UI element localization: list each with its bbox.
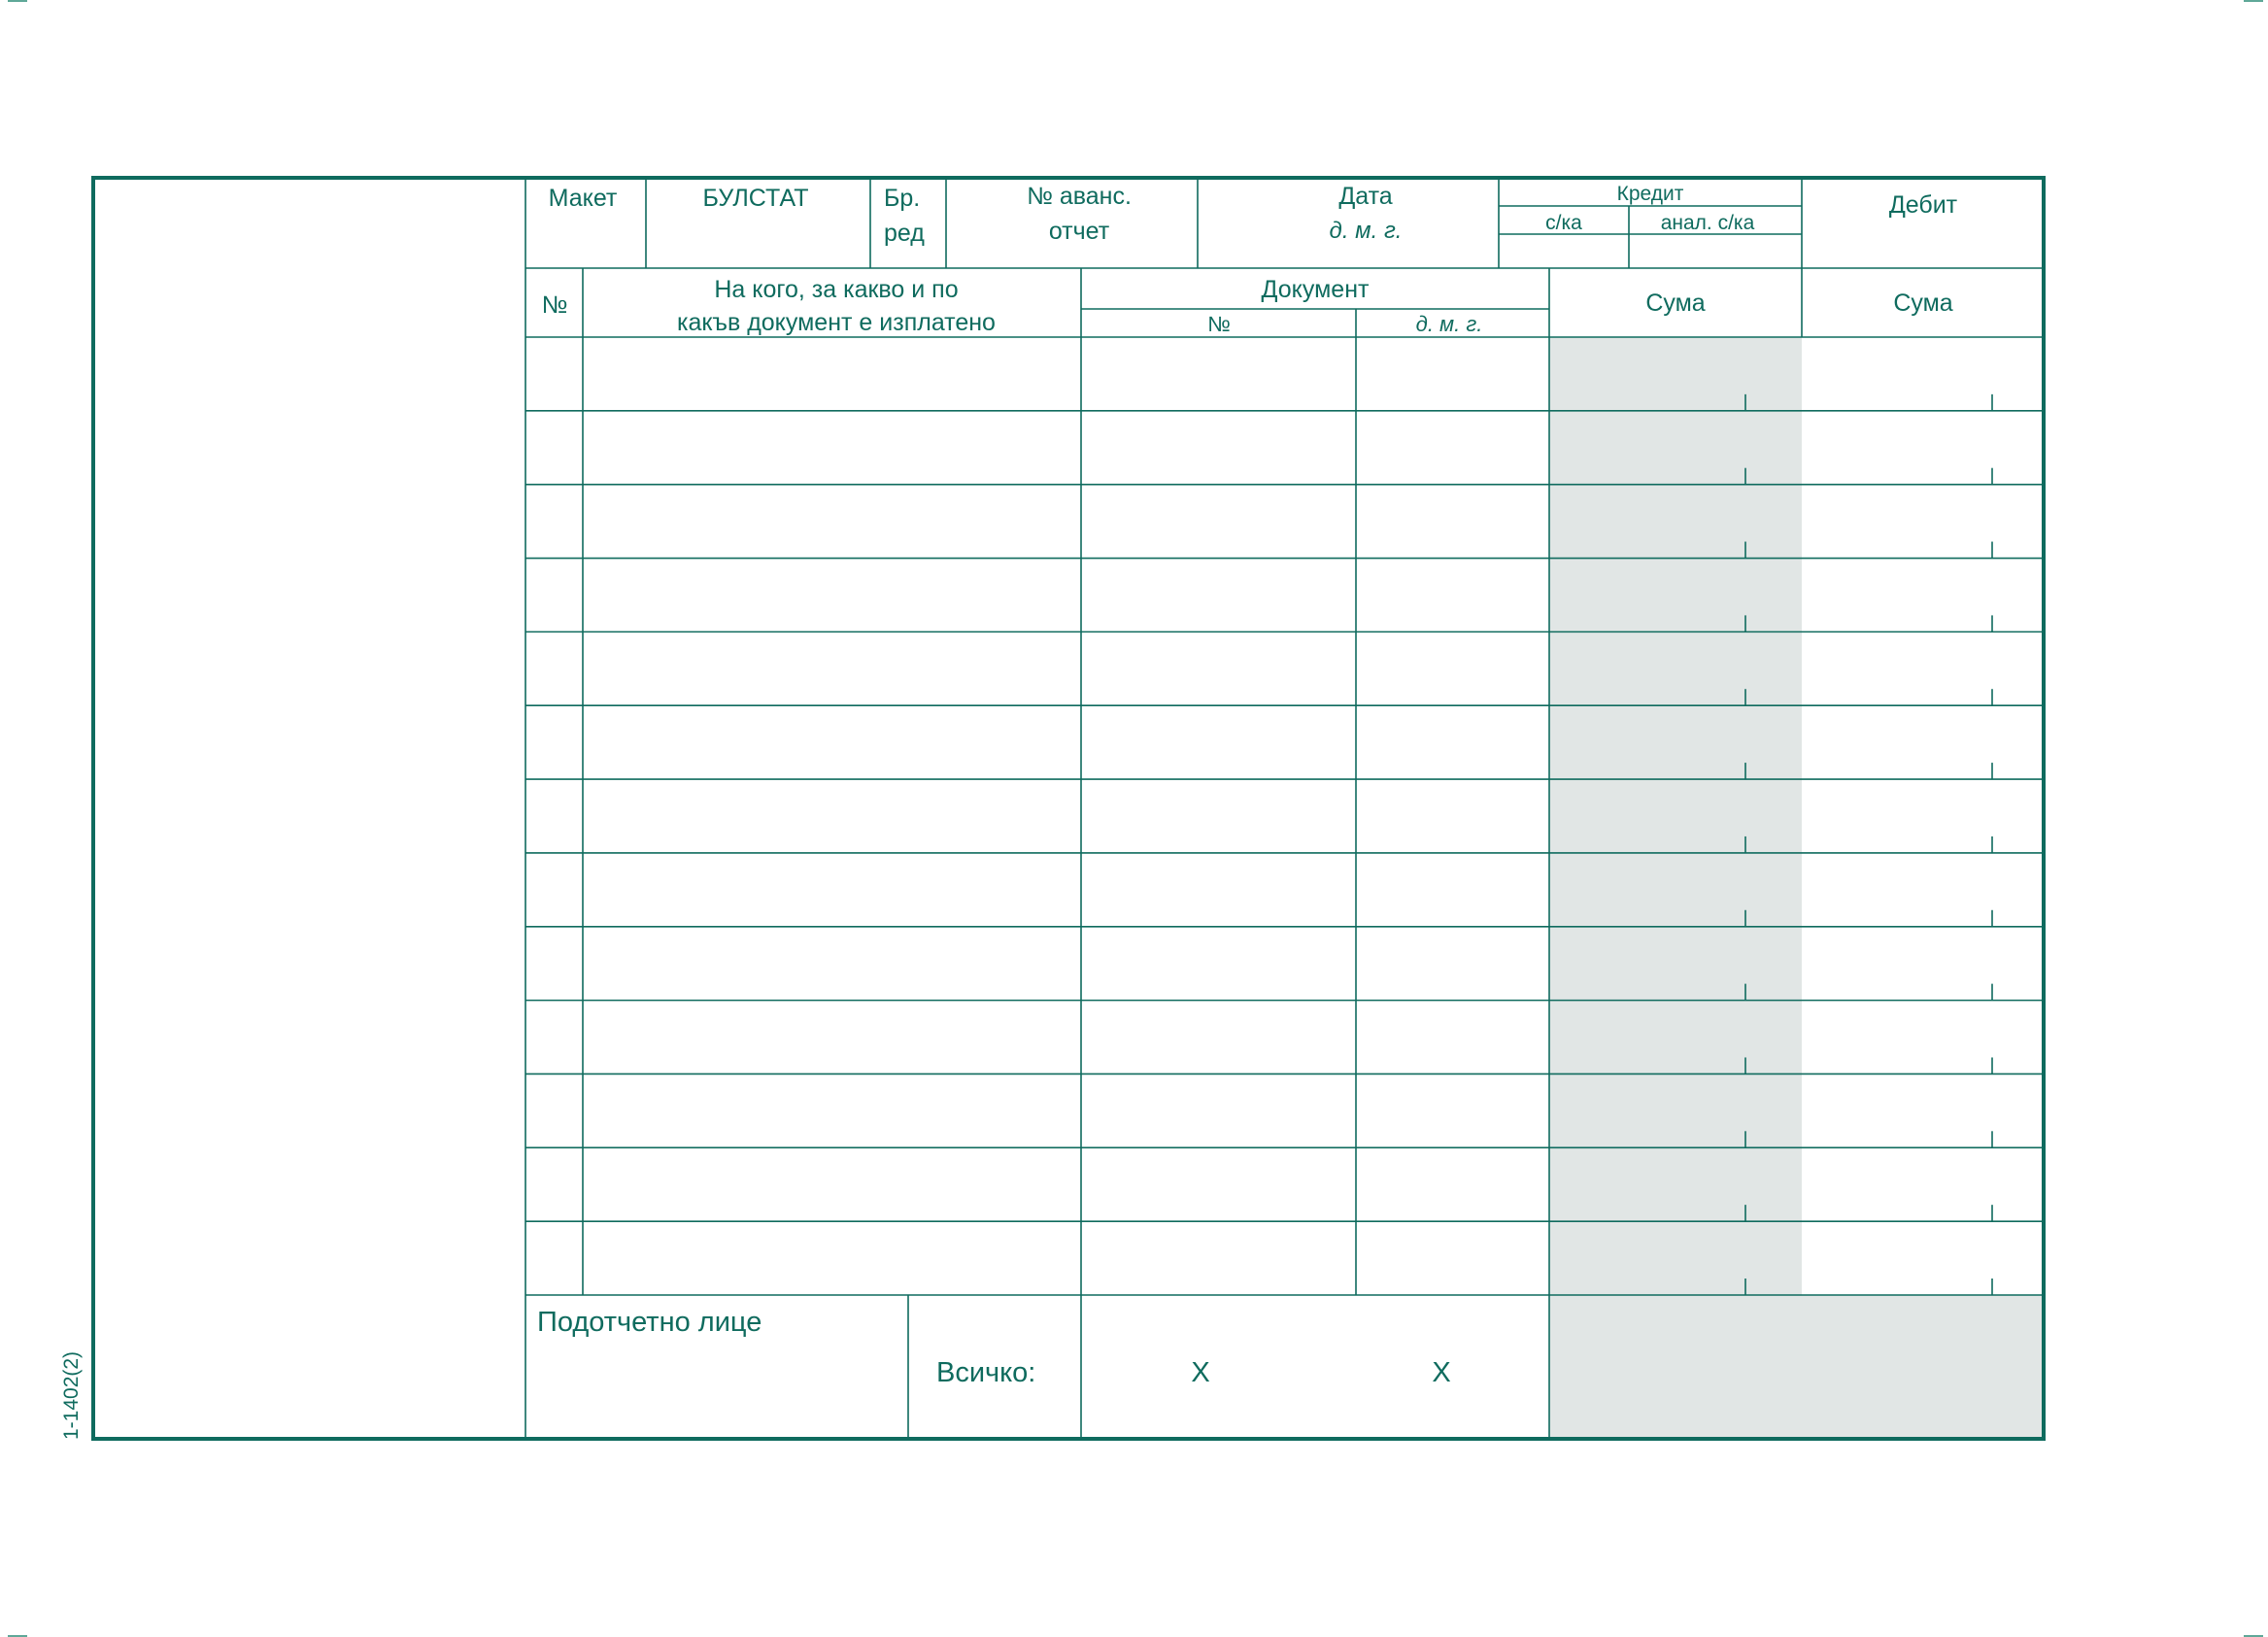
maket-label: Макет	[548, 185, 618, 212]
kredit-sum-shade	[1549, 337, 1802, 1295]
kredit-ska-label: с/ка	[1545, 212, 1582, 234]
avans-label-1: № аванс.	[1027, 183, 1132, 210]
data-label: Дата	[1338, 183, 1393, 210]
debit-label: Дебит	[1888, 191, 1958, 219]
podotchetno-label: Подотчетно лице	[537, 1307, 762, 1338]
col-doc-date-label: д. м. г.	[1415, 312, 1483, 336]
col-kredit-sum-label: Сума	[1645, 290, 1706, 317]
kredit-anal-label: анал. с/ка	[1660, 212, 1755, 234]
table-grid	[525, 178, 2044, 1439]
total-x-mark-2: X	[1432, 1357, 1451, 1388]
form-code: 1-1402(2)	[60, 1350, 83, 1440]
col-description-label-1: На кого, за какво и по	[714, 276, 959, 303]
row-lines	[525, 411, 2044, 1221]
col-description-label-2: какъв документ е изплатено	[677, 309, 996, 336]
vsichko-label: Всичко:	[936, 1357, 1036, 1388]
br-red-label-1: Бр.	[884, 185, 921, 212]
total-shade	[1549, 1295, 2044, 1439]
col-debit-sum-label: Сума	[1893, 290, 1953, 317]
br-red-label-2: ред	[884, 220, 925, 247]
avans-label-2: отчет	[1048, 218, 1110, 245]
data-format-label: д. м. г.	[1329, 218, 1403, 244]
col-document-label: Документ	[1261, 276, 1370, 303]
bulstat-label: БУЛСТАТ	[702, 185, 809, 212]
kredit-label: Кредит	[1616, 183, 1684, 205]
col-no-label: №	[541, 291, 568, 319]
col-doc-no-label: №	[1207, 312, 1231, 336]
total-x-mark-1: X	[1191, 1357, 1210, 1388]
